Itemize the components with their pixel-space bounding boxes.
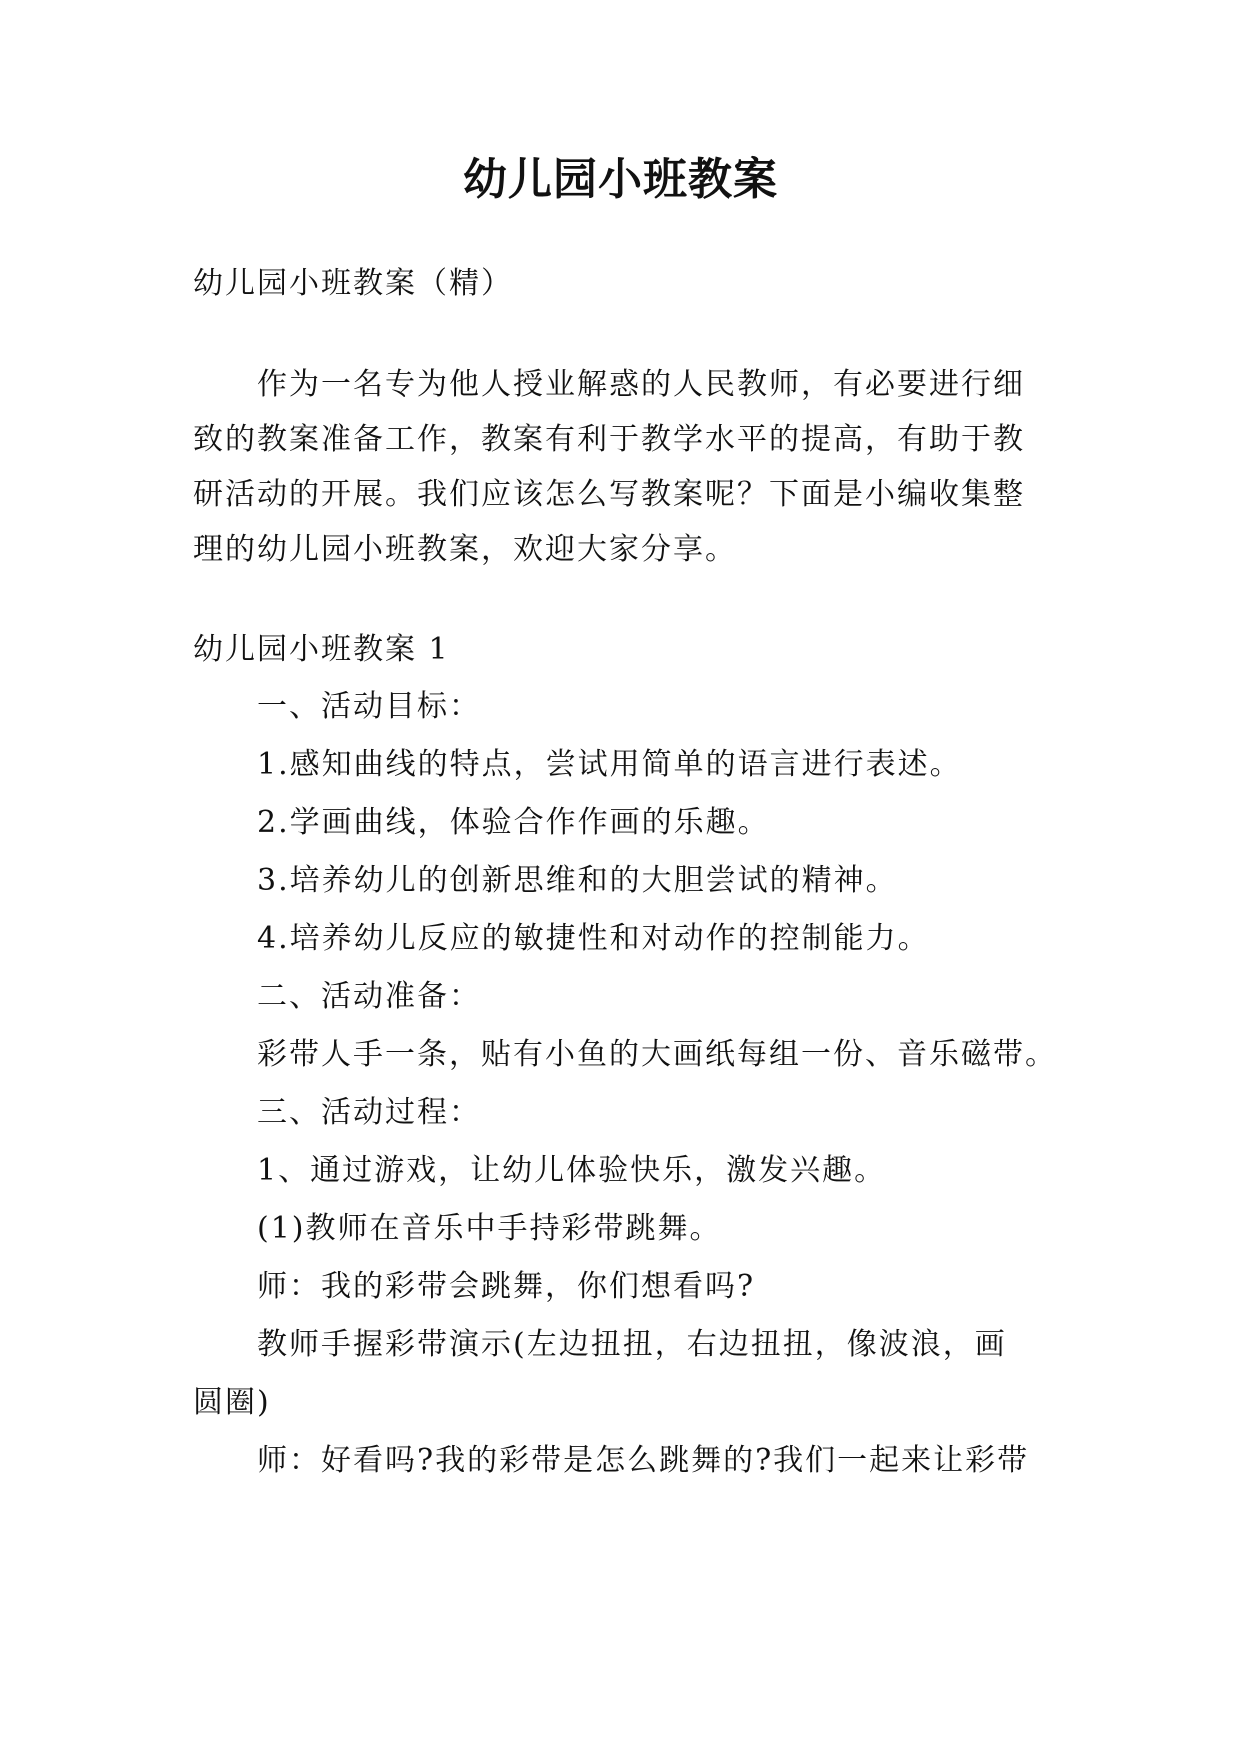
- document-title: 幼儿园小班教案: [463, 154, 778, 205]
- intro-line: 致的教案准备工作，教案有利于教学水平的提高，有助于教: [193, 422, 1025, 457]
- body-line: 1、通过游戏，让幼儿体验快乐，激发兴趣。: [257, 1153, 887, 1188]
- section-heading: 幼儿园小班教案 1: [193, 632, 450, 667]
- body-line: 1.感知曲线的特点，尝试用简单的语言进行表述。: [257, 747, 962, 782]
- body-line: (1)教师在音乐中手持彩带跳舞。: [257, 1211, 722, 1246]
- body-line: 3.培养幼儿的创新思维和的大胆尝试的精神。: [257, 863, 898, 898]
- body-line: 二、活动准备：: [257, 979, 481, 1014]
- body-line: 圆圈): [193, 1385, 271, 1420]
- intro-line: 作为一名专为他人授业解惑的人民教师，有必要进行细: [257, 367, 1025, 402]
- body-line: 2.学画曲线，体验合作作画的乐趣。: [257, 805, 770, 840]
- intro-line: 理的幼儿园小班教案，欢迎大家分享。: [193, 532, 737, 567]
- body-line: 一、活动目标：: [257, 689, 481, 724]
- body-line: 4.培养幼儿反应的敏捷性和对动作的控制能力。: [257, 921, 930, 956]
- body-line: 教师手握彩带演示(左边扭扭，右边扭扭，像波浪，画: [257, 1327, 1007, 1362]
- document-subtitle: 幼儿园小班教案（精）: [193, 266, 513, 301]
- body-line: 三、活动过程：: [257, 1095, 481, 1130]
- body-line: 彩带人手一条，贴有小鱼的大画纸每组一份、音乐磁带。: [257, 1037, 1057, 1072]
- intro-line: 研活动的开展。我们应该怎么写教案呢？下面是小编收集整: [193, 477, 1025, 512]
- body-line: 师：我的彩带会跳舞，你们想看吗?: [257, 1269, 756, 1304]
- body-line: 师：好看吗?我的彩带是怎么跳舞的?我们一起来让彩带: [257, 1443, 1030, 1478]
